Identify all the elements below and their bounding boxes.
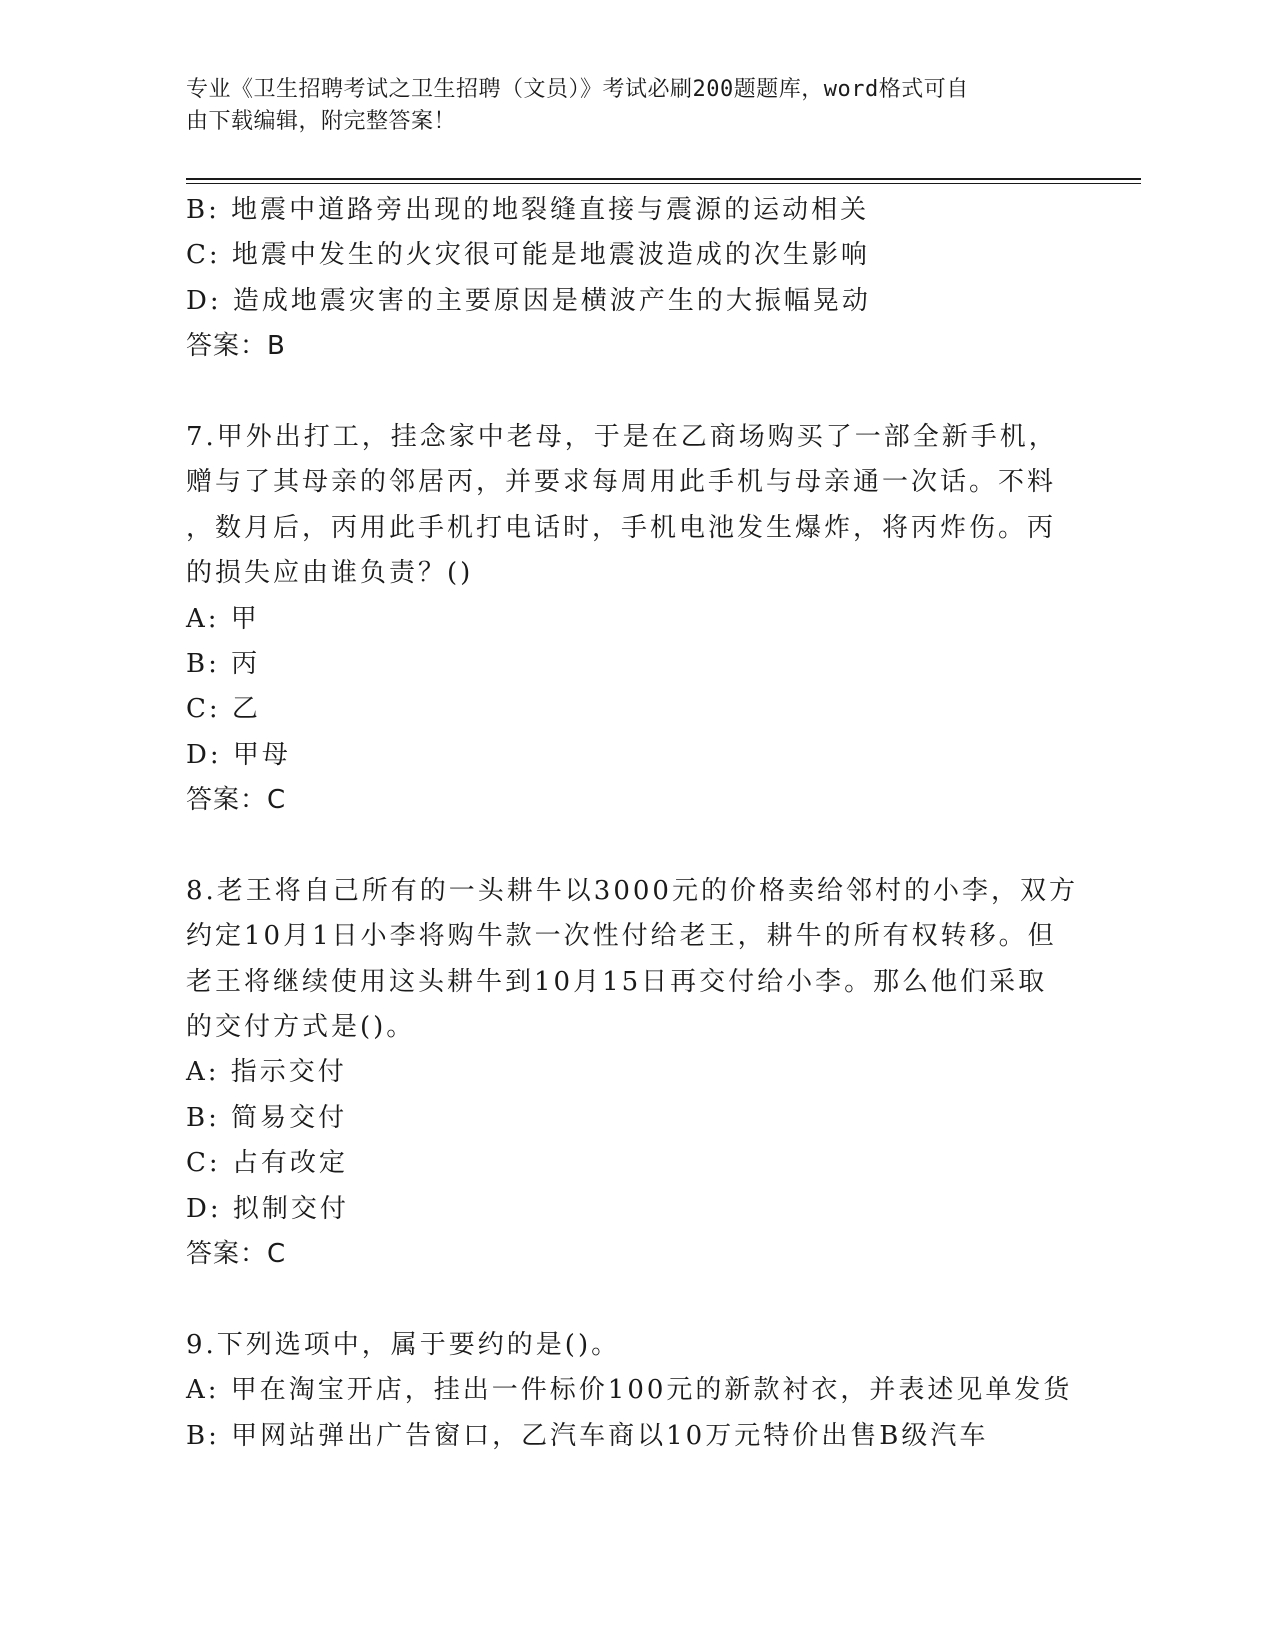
header-line-2: 由下载编辑，附完整答案！: [186, 109, 457, 134]
question-stem-line: 的损失应由谁负责？(): [186, 558, 474, 589]
option-d: D: 甲母: [186, 739, 291, 770]
question-stem-line: 8.老王将自己所有的一头耕牛以3000元的价格卖给邻村的小李，双方: [186, 875, 1078, 906]
option-a: A: 指示交付: [186, 1057, 347, 1088]
answer: 答案：C: [186, 785, 287, 816]
document-header: [186, 74, 1066, 138]
question-stem-line: 7.甲外出打工，挂念家中老母，于是在乙商场购买了一部全新手机，: [186, 421, 1058, 452]
option-a: A: 甲: [186, 603, 260, 634]
question-6: [186, 188, 1086, 370]
option-c: C: 地震中发生的火灾很可能是地震波造成的次生影响: [186, 240, 870, 271]
document-body: [186, 188, 1086, 1459]
header-divider-thick: [186, 178, 1141, 180]
option-b: B: 甲网站弹出广告窗口，乙汽车商以10万元特价出售B级汽车: [186, 1420, 989, 1451]
option-b: B: 简易交付: [186, 1102, 348, 1133]
option-d: D: 拟制交付: [186, 1193, 349, 1224]
answer: 答案：B: [186, 331, 286, 362]
question-stem-line: 老王将继续使用这头耕牛到10月15日再交付给小李。那么他们采取: [186, 966, 1048, 997]
option-a: A: 甲在淘宝开店，挂出一件标价100元的新款衬衣，并表述见单发货: [186, 1375, 1073, 1406]
option-b: B: 地震中道路旁出现的地裂缝直接与震源的运动相关: [186, 195, 870, 225]
header-divider-thin: [186, 183, 1141, 184]
option-d: D: 造成地震灾害的主要原因是横波产生的大振幅晃动: [186, 285, 871, 316]
question-stem-line: 约定10月1日小李将购牛款一次性付给老王，耕牛的所有权转移。但: [186, 921, 1057, 952]
question-stem-line: 赠与了其母亲的邻居丙，并要求每周用此手机与母亲通一次话。不料: [186, 467, 1057, 498]
answer: 答案：C: [186, 1238, 287, 1269]
question-stem-line: ，数月后，丙用此手机打电话时，手机电池发生爆炸，将丙炸伤。丙: [186, 512, 1057, 543]
question-8: [186, 869, 1086, 1278]
question-7: [186, 415, 1086, 824]
question-stem-line: 的交付方式是()。: [186, 1012, 416, 1043]
question-9: [186, 1323, 1086, 1459]
option-b: B: 丙: [186, 648, 261, 679]
option-c: C: 占有改定: [186, 1148, 348, 1179]
option-c: C: 乙: [186, 694, 261, 725]
question-stem-line: 9.下列选项中，属于要约的是()。: [186, 1329, 621, 1360]
header-line-1: 专业《卫生招聘考试之卫生招聘（文员）》考试必刷200题题库，word格式可自: [186, 77, 969, 102]
